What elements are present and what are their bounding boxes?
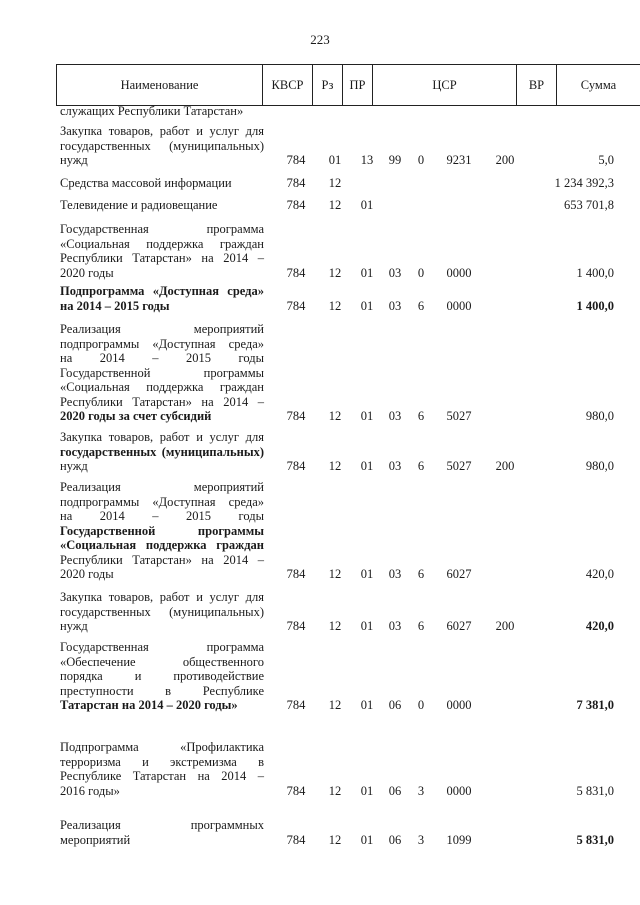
row-csr-subprogram: 0 — [417, 265, 425, 280]
row-csr-subprogram: 3 — [417, 832, 425, 847]
row-kvsr: 784 — [286, 619, 306, 633]
row-name-line: «Социальная поддержка граждан — [60, 236, 264, 251]
row-sum: 1 400,0 — [576, 265, 614, 280]
row-pr: 01 — [360, 298, 374, 313]
row-pr: 01 — [360, 198, 374, 212]
row-name-line: нужд — [60, 459, 88, 473]
row-csr-subprogram: 0 — [417, 153, 425, 167]
row-csr-code: 0000 — [446, 698, 472, 712]
row-name-line: Государственная программа — [60, 222, 264, 236]
row-name-line: государственных (муниципальных) — [60, 604, 264, 619]
row-name — [60, 198, 264, 213]
row-sum: 980,0 — [585, 409, 614, 423]
row-name-line: 2016 годы» — [60, 783, 120, 798]
row-kvsr: 784 — [286, 298, 306, 313]
row-name-line: подпрограммы «Доступная среда» — [60, 336, 264, 351]
row-sum: 420,0 — [585, 567, 614, 581]
row-rz: 12 — [328, 832, 342, 847]
row-pr: 01 — [360, 619, 374, 633]
row-name-line: преступности в Республике — [60, 683, 264, 698]
row-sum: 5,0 — [598, 153, 614, 167]
row-csr-subprogram: 0 — [417, 698, 425, 712]
row-sum: 653 701,8 — [564, 198, 614, 212]
row-name — [60, 284, 264, 313]
row-rz: 12 — [328, 459, 342, 473]
row-pr: 01 — [360, 567, 374, 581]
row-sum: 7 381,0 — [576, 698, 614, 712]
row-csr-code: 9231 — [446, 153, 472, 167]
row-pr: 13 — [360, 153, 374, 167]
row-name-line: порядка и противодействие — [60, 669, 264, 683]
header-name: Наименование — [56, 65, 262, 105]
row-name-line: 2020 годы — [60, 567, 114, 581]
row-vr: 200 — [495, 619, 515, 633]
row-csr-program: 06 — [388, 832, 402, 847]
row-name — [60, 640, 264, 713]
row-name-line: мероприятий — [60, 832, 131, 847]
row-name — [60, 104, 264, 119]
row-name-line: на 2014 – 2015 годы — [60, 351, 264, 365]
row-kvsr: 784 — [286, 265, 306, 280]
row-sum: 1 400,0 — [576, 298, 614, 313]
row-pr: 01 — [360, 409, 374, 423]
row-name-line: Государственная программа — [60, 640, 264, 654]
row-name-line: Республики Татарстан» на 2014 – — [60, 394, 264, 409]
header-sum: Сумма — [556, 65, 640, 105]
row-name-line: 2020 годы за счет субсидий — [60, 409, 212, 423]
row-rz: 12 — [328, 265, 342, 280]
row-sum: 5 831,0 — [576, 832, 614, 847]
row-csr-subprogram: 6 — [417, 409, 425, 423]
row-kvsr: 784 — [286, 409, 306, 423]
row-name — [60, 740, 264, 798]
row-kvsr: 784 — [286, 153, 306, 167]
header-csr: ЦСР — [372, 65, 516, 105]
row-name-line: Реализация мероприятий — [60, 322, 264, 336]
row-kvsr: 784 — [286, 698, 306, 712]
row-csr-code: 5027 — [446, 409, 472, 423]
row-name — [60, 322, 264, 424]
row-name-line: служащих Республики Татарстан» — [60, 104, 244, 118]
row-csr-program: 03 — [388, 409, 402, 423]
row-sum: 1 234 392,3 — [554, 176, 614, 190]
row-csr-subprogram: 6 — [417, 298, 425, 313]
row-rz: 12 — [328, 567, 342, 581]
row-name-line: Республики Татарстан» на 2014 – — [60, 552, 264, 567]
row-pr: 01 — [360, 459, 374, 473]
row-name-line: Реализация мероприятий — [60, 480, 264, 494]
row-name-line: «Обеспечение общественного — [60, 654, 264, 669]
row-csr-code: 1099 — [446, 832, 472, 847]
row-name-line: на 2014 – 2015 годы — [60, 298, 170, 313]
header-rz: Рз — [312, 65, 342, 105]
row-name-line: «Социальная поддержка граждан — [60, 538, 264, 552]
row-csr-program: 03 — [388, 567, 402, 581]
row-csr-subprogram: 6 — [417, 619, 425, 633]
row-csr-subprogram: 3 — [417, 783, 425, 798]
row-csr-code: 5027 — [446, 459, 472, 473]
row-name-line: государственных (муниципальных) — [60, 138, 264, 153]
row-kvsr: 784 — [286, 198, 306, 212]
row-name-line: государственных (муниципальных) — [60, 444, 264, 459]
table-header — [56, 64, 640, 106]
row-csr-program: 06 — [388, 783, 402, 798]
row-kvsr: 784 — [286, 459, 306, 473]
row-kvsr: 784 — [286, 832, 306, 847]
row-name-line: Подпрограмма «Профилактика — [60, 740, 264, 754]
row-name-line: на 2014 – 2015 годы — [60, 509, 264, 523]
row-name-line: Республики Татарстан» на 2014 – — [60, 251, 264, 265]
row-name-line: Закупка товаров, работ и услуг для — [60, 430, 264, 444]
row-rz: 01 — [328, 153, 342, 167]
row-name-line: Государственной программы — [60, 365, 264, 380]
row-pr: 01 — [360, 265, 374, 280]
row-csr-program: 03 — [388, 265, 402, 280]
row-name — [60, 590, 264, 634]
row-csr-subprogram: 6 — [417, 459, 425, 473]
row-name-line: «Социальная поддержка граждан — [60, 380, 264, 394]
row-name-line: Закупка товаров, работ и услуг для — [60, 124, 264, 138]
row-name-line: Республике Татарстан на 2014 – — [60, 769, 264, 783]
row-csr-subprogram: 6 — [417, 567, 425, 581]
row-name-line: Подпрограмма «Доступная среда» — [60, 284, 264, 298]
row-name — [60, 176, 264, 191]
row-csr-program: 03 — [388, 619, 402, 633]
row-name-line: 2020 годы — [60, 265, 114, 280]
row-name-line: терроризма и экстремизма в — [60, 754, 264, 769]
row-name-line: Телевидение и радиовещание — [60, 198, 218, 212]
header-kvsr: КВСР — [262, 65, 312, 105]
row-csr-code: 0000 — [446, 298, 472, 313]
row-name — [60, 124, 264, 168]
row-name-line: Татарстан на 2014 – 2020 годы» — [60, 698, 238, 712]
row-name-line: подпрограммы «Доступная среда» — [60, 494, 264, 509]
row-rz: 12 — [328, 409, 342, 423]
row-name-line: Закупка товаров, работ и услуг для — [60, 590, 264, 604]
row-csr-program: 06 — [388, 698, 402, 712]
row-rz: 12 — [328, 783, 342, 798]
row-csr-program: 03 — [388, 459, 402, 473]
row-name-line: Реализация программных — [60, 818, 264, 832]
row-rz: 12 — [328, 198, 342, 212]
row-csr-code: 0000 — [446, 265, 472, 280]
row-name — [60, 480, 264, 582]
row-vr: 200 — [495, 153, 515, 167]
row-rz: 12 — [328, 619, 342, 633]
row-name-line: Средства массовой информации — [60, 176, 232, 190]
row-rz: 12 — [328, 298, 342, 313]
row-name-line: нужд — [60, 619, 88, 633]
row-pr: 01 — [360, 698, 374, 712]
row-name-line: Государственной программы — [60, 523, 264, 538]
header-pr: ПР — [342, 65, 372, 105]
row-csr-code: 6027 — [446, 567, 472, 581]
row-name-line: нужд — [60, 153, 88, 167]
row-sum: 5 831,0 — [576, 783, 614, 798]
row-kvsr: 784 — [286, 783, 306, 798]
row-name — [60, 430, 264, 474]
row-vr: 200 — [495, 459, 515, 473]
row-name — [60, 222, 264, 280]
row-kvsr: 784 — [286, 567, 306, 581]
row-rz: 12 — [328, 176, 342, 190]
row-pr: 01 — [360, 832, 374, 847]
row-csr-program: 03 — [388, 298, 402, 313]
row-csr-code: 0000 — [446, 783, 472, 798]
row-rz: 12 — [328, 698, 342, 712]
page-number: 223 — [310, 32, 330, 47]
header-vr: ВР — [516, 65, 556, 105]
row-pr: 01 — [360, 783, 374, 798]
row-csr-code: 6027 — [446, 619, 472, 633]
row-sum: 420,0 — [585, 619, 614, 633]
row-csr-program: 99 — [388, 153, 402, 167]
row-sum: 980,0 — [585, 459, 614, 473]
row-kvsr: 784 — [286, 176, 306, 190]
row-name — [60, 818, 264, 847]
